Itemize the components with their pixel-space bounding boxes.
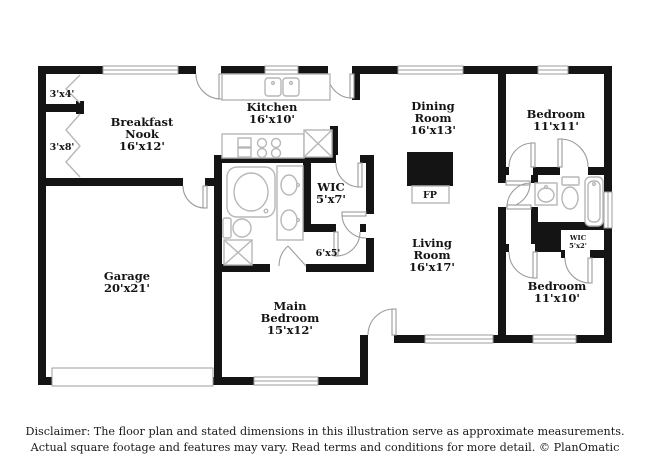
disclaimer-line-2: Actual square footage and features may vary. Read terms and conditions for more detail. © PlanOmatic: [30, 441, 620, 454]
label-main-bedroom-dims: 15'x12': [267, 323, 313, 337]
window: [533, 335, 576, 343]
label-garage-dims: 20'x21': [104, 281, 150, 295]
label-main-bedroom: Bedroom: [260, 311, 320, 325]
label-dining-room-dims: 16'x13': [410, 123, 456, 137]
label-dining-room: Dining: [411, 99, 455, 113]
label-wic-main: WIC: [317, 180, 345, 194]
label-bedroom-bottom: Bedroom: [527, 279, 587, 293]
door: [183, 186, 207, 208]
pantry-cabinet: [304, 130, 332, 157]
bathroom-sink: [535, 183, 557, 205]
label-wic-main-dims: 5'x7': [316, 192, 346, 206]
label-wic-small-dims: 5'x2': [569, 242, 587, 250]
window: [425, 335, 493, 343]
label-breakfast-nook: Breakfast: [110, 115, 174, 129]
shower: [224, 240, 252, 265]
door: [506, 181, 530, 207]
label-hall: 6'x5': [315, 248, 341, 259]
label-living-room-dims: 16'x17': [409, 260, 455, 274]
label-bedroom-top: Bedroom: [526, 107, 586, 121]
window: [265, 66, 298, 74]
label-fireplace: FP: [423, 190, 437, 201]
label-bedroom-top-dims: 11'x11': [533, 119, 579, 133]
window: [254, 377, 318, 385]
label-dining-room: Room: [414, 111, 452, 125]
door: [507, 183, 531, 209]
bathtub: [585, 177, 603, 226]
double-vanity: [277, 166, 303, 240]
garden-tub: [227, 167, 275, 217]
label-breakfast-nook: Nook: [125, 127, 159, 141]
label-living-room: Living: [412, 236, 452, 250]
door: [509, 143, 535, 167]
label-breakfast-nook-dims: 16'x12': [119, 139, 165, 153]
garage-door: [52, 368, 213, 386]
toilet: [562, 177, 579, 209]
disclaimer: [0, 424, 650, 456]
label-kitchen-dims: 16'x10': [249, 112, 295, 126]
door: [558, 139, 588, 167]
label-main-bedroom: Main: [273, 299, 307, 313]
label-closet-a: 3'x4': [49, 89, 75, 100]
door: [509, 252, 537, 278]
door: [279, 246, 306, 266]
toilet: [223, 218, 251, 238]
disclaimer-line-1: Disclaimer: The floor plan and stated dimensions in this illustration serve as approximate measurements.: [25, 425, 625, 438]
window: [604, 192, 612, 228]
window: [398, 66, 463, 74]
label-bedroom-bottom-dims: 11'x10': [534, 291, 580, 305]
door: [196, 74, 223, 99]
room-labels: [50, 89, 587, 337]
label-living-room: Room: [413, 248, 451, 262]
label-closet-b: 3'x8': [49, 142, 75, 153]
label-wic-small: WIC: [569, 234, 587, 242]
door: [328, 74, 354, 98]
window: [103, 66, 178, 74]
window: [538, 66, 568, 74]
label-kitchen: Kitchen: [246, 100, 298, 114]
label-garage: Garage: [103, 269, 151, 283]
door: [368, 309, 396, 335]
